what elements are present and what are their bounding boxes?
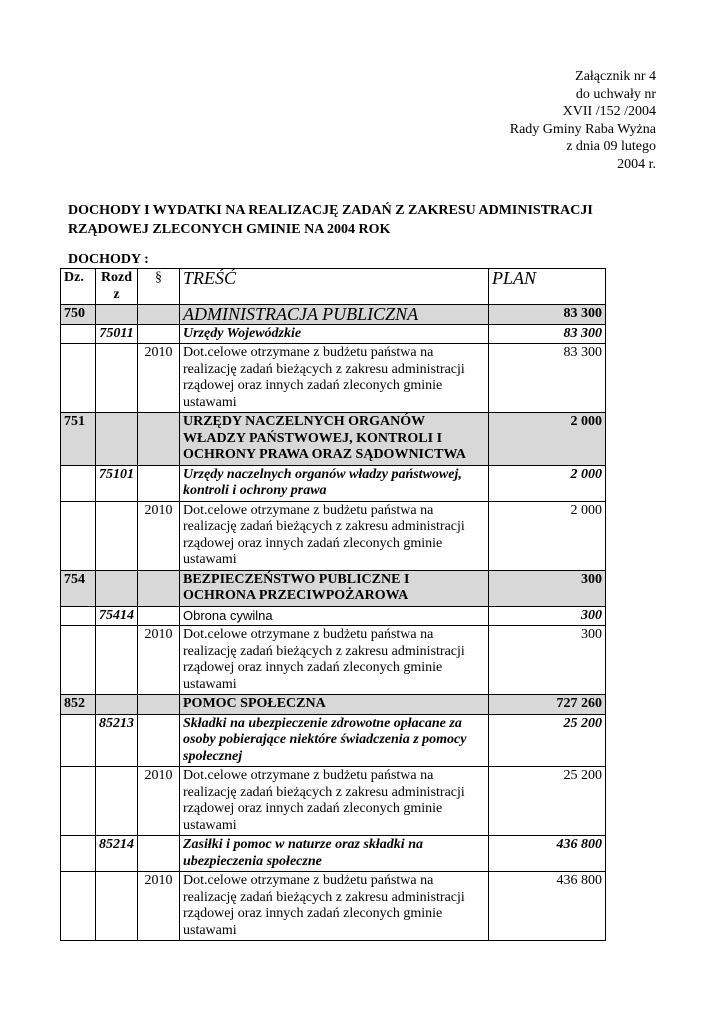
table-row (61, 413, 606, 466)
document-title (68, 201, 668, 239)
cell-plan: 25 200 (489, 767, 606, 836)
cell-dz (61, 872, 96, 941)
cell-plan: 2 000 (489, 465, 606, 501)
cell-rozdz (96, 626, 138, 695)
header-tresc: TREŚĆ (180, 269, 489, 305)
cell-tresc: BEZPIECZEŃSTWO PUBLICZNE I OCHRONA PRZECIWPOŻAROWA (180, 570, 489, 606)
cell-rozdz: 75011 (96, 324, 138, 344)
cell-par (138, 305, 180, 325)
cell-tresc: Urzędy Wojewódzkie (180, 324, 489, 344)
resolution-number: XVII /152 /2004 (562, 104, 656, 119)
cell-rozdz (96, 872, 138, 941)
cell-par (138, 465, 180, 501)
table-row (61, 570, 606, 606)
cell-par: 2010 (138, 344, 180, 413)
table-row (61, 872, 606, 941)
table-row (61, 324, 606, 344)
cell-plan: 83 300 (489, 324, 606, 344)
cell-dz (61, 714, 96, 767)
cell-par (138, 714, 180, 767)
section-label: DOCHODY : (68, 252, 149, 267)
cell-plan: 436 800 (489, 836, 606, 872)
cell-dz (61, 501, 96, 570)
cell-tresc: Dot.celowe otrzymane z budżetu państwa na realizację zadań bieżących z zakresu administracji rządowej oraz innych zadań zleconych gminie ustawami (180, 872, 489, 941)
cell-plan: 300 (489, 606, 606, 626)
cell-dz (61, 465, 96, 501)
table-row (61, 465, 606, 501)
cell-rozdz (96, 344, 138, 413)
table-row (61, 767, 606, 836)
attachment-number: Załącznik nr 4 (575, 69, 656, 84)
cell-dz: 754 (61, 570, 96, 606)
council-name: Rady Gminy Raba Wyżna (509, 121, 656, 137)
table-row (61, 606, 606, 626)
cell-plan: 300 (489, 626, 606, 695)
cell-par (138, 324, 180, 344)
cell-dz (61, 836, 96, 872)
header-plan: PLAN (489, 269, 606, 305)
table-row (61, 501, 606, 570)
budget-table (60, 268, 606, 941)
cell-rozdz: 75414 (96, 606, 138, 626)
title-line-1: DOCHODY I WYDATKI NA REALIZACJĘ ZADAŃ Z ZAKRESU ADMINISTRACJI (68, 203, 593, 218)
cell-dz: 750 (61, 305, 96, 325)
resolution-date: z dnia 09 lutego (566, 139, 656, 154)
cell-dz (61, 344, 96, 413)
cell-plan: 83 300 (489, 344, 606, 413)
cell-rozdz (96, 413, 138, 466)
cell-par (138, 695, 180, 715)
cell-rozdz (96, 695, 138, 715)
resolution-year: 2004 r. (617, 156, 656, 172)
table-header-row (61, 269, 606, 305)
attachment-note (416, 68, 656, 173)
cell-par: 2010 (138, 872, 180, 941)
cell-par: 2010 (138, 767, 180, 836)
cell-rozdz (96, 570, 138, 606)
cell-tresc: Dot.celowe otrzymane z budżetu państwa na realizację zadań bieżących z zakresu administracji rządowej oraz innych zadań zleconych gminie ustawami (180, 501, 489, 570)
cell-tresc: Dot.celowe otrzymane z budżetu państwa na realizację zadań bieżących z zakresu administracji rządowej oraz innych zadań zleconych gminie ustawami (180, 767, 489, 836)
cell-plan: 300 (489, 570, 606, 606)
cell-plan: 2 000 (489, 413, 606, 466)
cell-plan: 83 300 (489, 305, 606, 325)
cell-tresc: Obrona cywilna (180, 606, 489, 626)
title-line-2: RZĄDOWEJ ZLECONYCH GMINIE NA 2004 ROK (68, 222, 391, 237)
cell-par (138, 570, 180, 606)
cell-rozdz: 85213 (96, 714, 138, 767)
cell-rozdz (96, 767, 138, 836)
header-rozdz: Rozd z (96, 269, 138, 305)
cell-dz (61, 626, 96, 695)
cell-tresc: Urzędy naczelnych organów władzy państwowej, kontroli i ochrony prawa (180, 465, 489, 501)
cell-dz (61, 606, 96, 626)
cell-rozdz (96, 305, 138, 325)
table-row (61, 695, 606, 715)
cell-tresc: ADMINISTRACJA PUBLICZNA (180, 305, 489, 325)
table-row (61, 836, 606, 872)
header-dz: Dz. (61, 269, 96, 305)
cell-rozdz: 85214 (96, 836, 138, 872)
cell-tresc: Dot.celowe otrzymane z budżetu państwa na realizację zadań bieżących z zakresu administracji rządowej oraz innych zadań zleconych gminie ustawami (180, 626, 489, 695)
cell-par (138, 606, 180, 626)
cell-par: 2010 (138, 501, 180, 570)
cell-plan: 25 200 (489, 714, 606, 767)
table-row (61, 714, 606, 767)
cell-tresc: Składki na ubezpieczenie zdrowotne opłacane za osoby pobierające niektóre świadczenia z pomocy społecznej (180, 714, 489, 767)
cell-dz (61, 324, 96, 344)
cell-rozdz (96, 501, 138, 570)
cell-par (138, 413, 180, 466)
cell-tresc: POMOC SPOŁECZNA (180, 695, 489, 715)
cell-tresc: URZĘDY NACZELNYCH ORGANÓW WŁADZY PAŃSTWOWEJ, KONTROLI I OCHRONY PRAWA ORAZ SĄDOWNICTWA (180, 413, 489, 466)
cell-dz: 852 (61, 695, 96, 715)
cell-plan: 2 000 (489, 501, 606, 570)
cell-rozdz: 75101 (96, 465, 138, 501)
table-row (61, 305, 606, 325)
header-par: § (138, 269, 180, 305)
cell-dz: 751 (61, 413, 96, 466)
cell-dz (61, 767, 96, 836)
cell-tresc: Dot.celowe otrzymane z budżetu państwa na realizację zadań bieżących z zakresu administracji rządowej oraz innych zadań zleconych gminie ustawami (180, 344, 489, 413)
cell-plan: 436 800 (489, 872, 606, 941)
cell-par: 2010 (138, 626, 180, 695)
cell-par (138, 836, 180, 872)
table-row (61, 344, 606, 413)
table-row (61, 626, 606, 695)
cell-plan: 727 260 (489, 695, 606, 715)
resolution-label: do uchwały nr (575, 86, 656, 102)
cell-tresc: Zasiłki i pomoc w naturze oraz składki na ubezpieczenia społeczne (180, 836, 489, 872)
